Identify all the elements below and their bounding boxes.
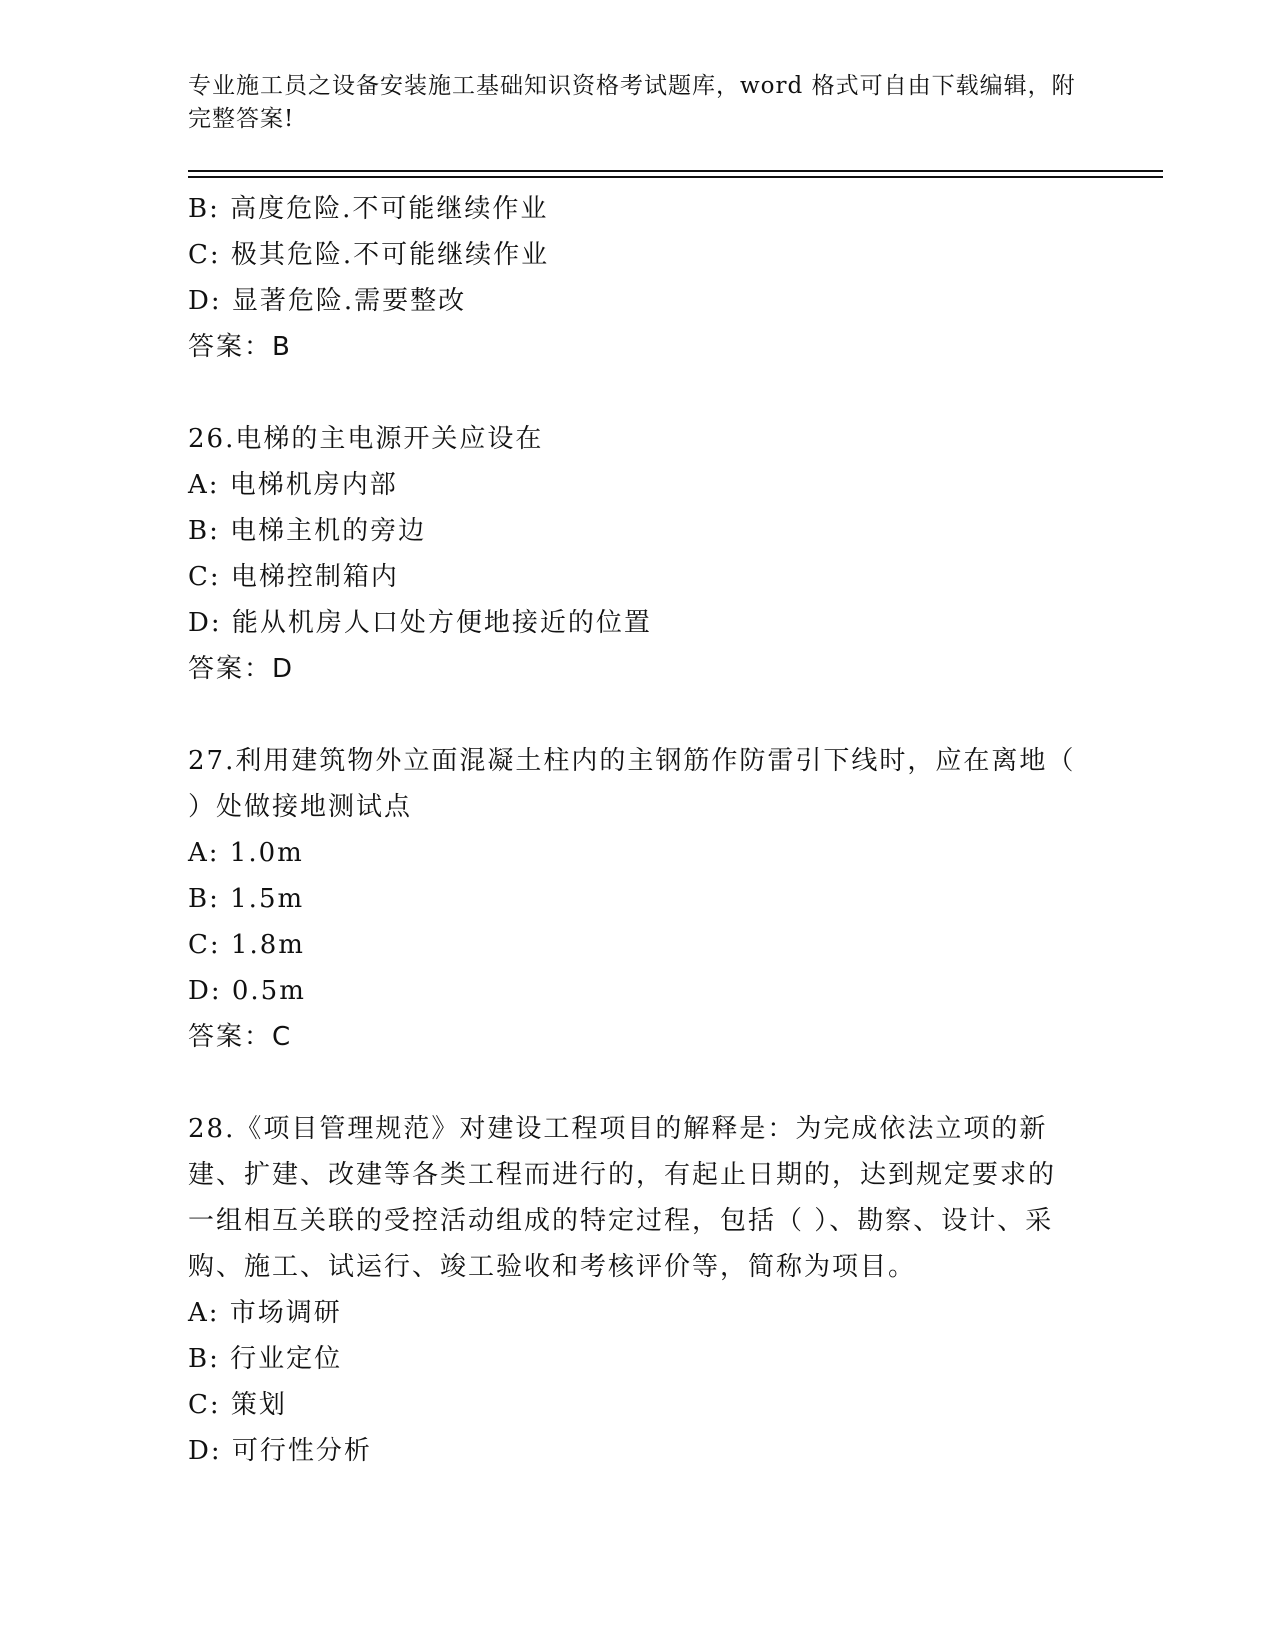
- option-d: D: 可行性分析: [188, 1436, 372, 1466]
- option-b: B: 行业定位: [188, 1344, 343, 1374]
- option-b: B: 电梯主机的旁边: [188, 516, 427, 546]
- option-a: A: 市场调研: [188, 1298, 342, 1328]
- option-d: D: 能从机房人口处方便地接近的位置: [188, 608, 652, 638]
- divider-line-bottom: [188, 176, 1163, 178]
- option-c: C: 1.8m: [188, 930, 305, 960]
- option-a: A: 1.0m: [188, 838, 304, 868]
- page-content: [188, 70, 1163, 1474]
- divider-line-top: [188, 170, 1163, 172]
- option-c: C: 电梯控制箱内: [188, 562, 399, 592]
- option-d: D: 显著危险.需要整改: [188, 286, 467, 316]
- header-divider: [188, 170, 1163, 178]
- answer-line: 答案：B: [188, 332, 292, 362]
- document-header: 专业施工员之设备安装施工基础知识资格考试题库，word 格式可自由下载编辑，附完整答案!: [188, 73, 1076, 132]
- question-stem: 26.电梯的主电源开关应设在: [188, 424, 544, 454]
- option-b: B: 高度危险.不可能继续作业: [188, 194, 549, 224]
- spacer: [188, 370, 1163, 416]
- option-c: C: 极其危险.不可能继续作业: [188, 240, 550, 270]
- question-stem: 28.《项目管理规范》对建设工程项目的解释是：为完成依法立项的新建、扩建、改建等各类工程而进行的，有起止日期的，达到规定要求的一组相互关联的受控活动组成的特定过程，包括（ ）、勘察、设计、采购、施工、试运行、竣工验收和考核评价等，简称为项目。: [188, 1114, 1057, 1282]
- option-a: A: 电梯机房内部: [188, 470, 398, 500]
- answer-line: 答案：D: [188, 654, 295, 684]
- question-26: [188, 416, 1163, 692]
- question-25-tail: [188, 186, 1163, 370]
- answer-line: 答案：C: [188, 1022, 293, 1052]
- option-b: B: 1.5m: [188, 884, 305, 914]
- question-27: [188, 738, 1163, 1060]
- option-c: C: 策划: [188, 1390, 287, 1420]
- question-stem: 27.利用建筑物外立面混凝土柱内的主钢筋作防雷引下线时，应在离地（ ）处做接地测试点: [188, 746, 1076, 822]
- question-28: [188, 1106, 1163, 1474]
- spacer: [188, 692, 1163, 738]
- option-d: D: 0.5m: [188, 976, 306, 1006]
- spacer: [188, 1060, 1163, 1106]
